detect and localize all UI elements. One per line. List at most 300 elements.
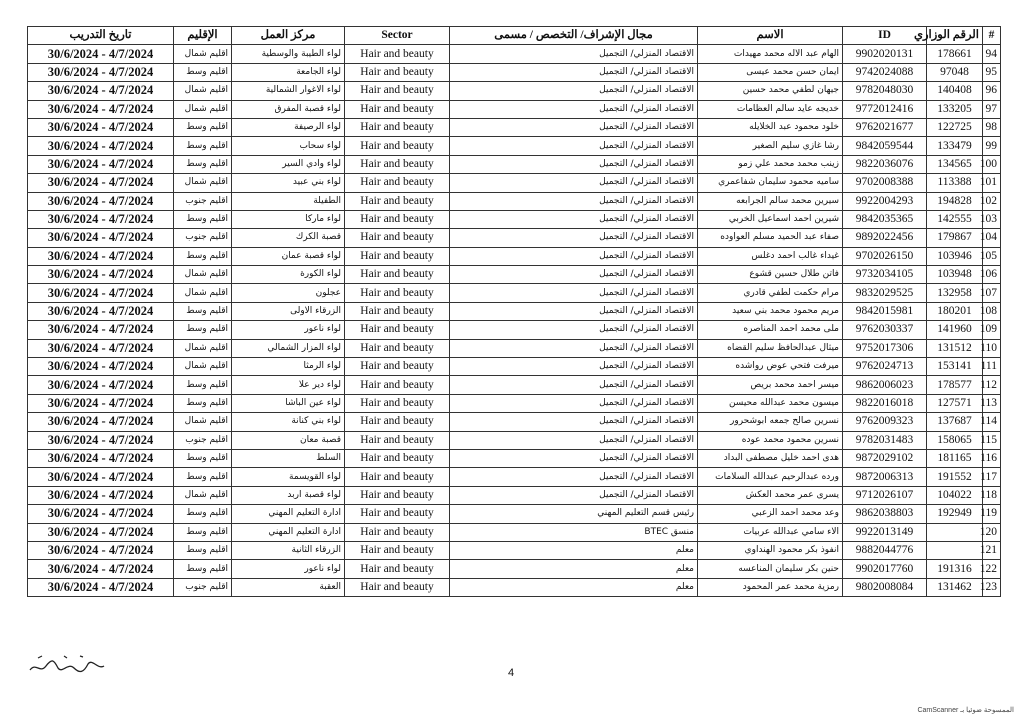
cell-field: الاقتصاد المنزلي/ التجميل [450,174,698,192]
cell-ministry-number: 194828 [927,192,983,210]
cell-id: 9762021677 [843,118,927,136]
cell-sector: Hair and beauty [345,284,450,302]
cell-name: جيهان لطفي محمد حسين [698,82,843,100]
cell-field: الاقتصاد المنزلي/ التجميل [450,100,698,118]
cell-id: 9862006023 [843,376,927,394]
cell-workplace: لواء سحاب [232,137,345,155]
cell-field: معلم [450,541,698,559]
cell-field: منسق BTEC [450,523,698,541]
table-row [28,63,1001,81]
cell-index: 95 [983,63,1001,81]
cell-region: اقليم شمال [174,100,232,118]
cell-training-date: 30/6/2024 - 4/7/2024 [28,449,174,467]
table-row [28,449,1001,467]
table-row [28,137,1001,155]
cell-sector: Hair and beauty [345,431,450,449]
cell-sector: Hair and beauty [345,505,450,523]
cell-training-date: 30/6/2024 - 4/7/2024 [28,192,174,210]
cell-workplace: لواء دير علا [232,376,345,394]
cell-index: 112 [983,376,1001,394]
table-row [28,118,1001,136]
cell-name: ورده عبدالرحيم عبدالله السلامات [698,468,843,486]
cell-id: 9902020131 [843,45,927,63]
cell-workplace: لواء الرمثا [232,358,345,376]
cell-sector: Hair and beauty [345,339,450,357]
cell-training-date: 30/6/2024 - 4/7/2024 [28,560,174,578]
cell-sector: Hair and beauty [345,45,450,63]
cell-training-date: 30/6/2024 - 4/7/2024 [28,394,174,412]
cell-name: نسرين صالح جمعه ابوشحرور [698,413,843,431]
table-row [28,413,1001,431]
cell-region: اقليم وسط [174,321,232,339]
cell-region: اقليم شمال [174,486,232,504]
cell-workplace: قصبة الكرك [232,229,345,247]
cell-region: اقليم وسط [174,137,232,155]
cell-workplace: لواء عين الباشا [232,394,345,412]
cell-training-date: 30/6/2024 - 4/7/2024 [28,174,174,192]
table-header-row [28,27,1001,45]
cell-name: حنين بكر سليمان المناعسه [698,560,843,578]
cell-index: 108 [983,302,1001,320]
cell-index: 101 [983,174,1001,192]
cell-index: 123 [983,578,1001,596]
cell-workplace: لواء الكورة [232,266,345,284]
cell-id: 9842015981 [843,302,927,320]
cell-ministry-number: 113388 [927,174,983,192]
cell-workplace: لواء الجامعة [232,63,345,81]
cell-ministry-number: 178577 [927,376,983,394]
cell-sector: Hair and beauty [345,541,450,559]
table-row [28,302,1001,320]
table-row [28,358,1001,376]
cell-field: الاقتصاد المنزلي/ التجميل [450,266,698,284]
cell-region: اقليم وسط [174,523,232,541]
cell-region: اقليم جنوب [174,578,232,596]
table-row [28,578,1001,596]
cell-field: الاقتصاد المنزلي/ التجميل [450,284,698,302]
cell-region: اقليم جنوب [174,431,232,449]
cell-training-date: 30/6/2024 - 4/7/2024 [28,413,174,431]
cell-ministry-number: 132958 [927,284,983,302]
cell-index: 97 [983,100,1001,118]
cell-ministry-number: 127571 [927,394,983,412]
cell-id: 9872029102 [843,449,927,467]
table-row [28,192,1001,210]
cell-field: الاقتصاد المنزلي/ التجميل [450,468,698,486]
cell-name: مريم محمود محمد بني سعيد [698,302,843,320]
cell-id: 9772012416 [843,100,927,118]
cell-id: 9762009323 [843,413,927,431]
cell-region: اقليم وسط [174,468,232,486]
cell-index: 104 [983,229,1001,247]
table-row [28,541,1001,559]
cell-name: مرام حكمت لطفي قادري [698,284,843,302]
cell-workplace: لواء ناعور [232,321,345,339]
cell-sector: Hair and beauty [345,578,450,596]
cell-field: الاقتصاد المنزلي/ التجميل [450,302,698,320]
cell-region: اقليم شمال [174,284,232,302]
cell-index: 122 [983,560,1001,578]
cell-ministry-number: 142555 [927,210,983,228]
cell-index: 94 [983,45,1001,63]
cell-training-date: 30/6/2024 - 4/7/2024 [28,358,174,376]
cell-id: 9882044776 [843,541,927,559]
cell-workplace: العقبة [232,578,345,596]
cell-name: رمزية محمد عمر المحمود [698,578,843,596]
cell-id: 9752017306 [843,339,927,357]
cell-ministry-number: 179867 [927,229,983,247]
table-row [28,321,1001,339]
cell-field: معلم [450,578,698,596]
cell-training-date: 30/6/2024 - 4/7/2024 [28,82,174,100]
cell-index: 100 [983,155,1001,173]
table-row [28,174,1001,192]
cell-sector: Hair and beauty [345,210,450,228]
cell-name: غيداء غالب احمد دغلس [698,247,843,265]
cell-ministry-number: 131462 [927,578,983,596]
cell-sector: Hair and beauty [345,358,450,376]
cell-ministry-number: 137687 [927,413,983,431]
cell-training-date: 30/6/2024 - 4/7/2024 [28,339,174,357]
trainees-table [27,26,1001,597]
header-index: # [983,27,1001,45]
cell-sector: Hair and beauty [345,449,450,467]
table-row [28,486,1001,504]
cell-field: الاقتصاد المنزلي/ التجميل [450,394,698,412]
cell-field: الاقتصاد المنزلي/ التجميل [450,192,698,210]
cell-index: 119 [983,505,1001,523]
cell-ministry-number: 133479 [927,137,983,155]
cell-training-date: 30/6/2024 - 4/7/2024 [28,486,174,504]
cell-sector: Hair and beauty [345,155,450,173]
cell-field: الاقتصاد المنزلي/ التجميل [450,486,698,504]
table-row [28,394,1001,412]
cell-ministry-number: 140408 [927,82,983,100]
cell-sector: Hair and beauty [345,376,450,394]
cell-training-date: 30/6/2024 - 4/7/2024 [28,100,174,118]
cell-workplace: لواء قصبة المفرق [232,100,345,118]
cell-region: اقليم وسط [174,155,232,173]
cell-ministry-number: 192949 [927,505,983,523]
cell-index: 115 [983,431,1001,449]
cell-field: الاقتصاد المنزلي/ التجميل [450,449,698,467]
cell-sector: Hair and beauty [345,302,450,320]
cell-field: الاقتصاد المنزلي/ التجميل [450,376,698,394]
cell-ministry-number: 97048 [927,63,983,81]
header-id: ID [843,27,927,45]
cell-name: ميثال عبدالحافظ سليم القضاه [698,339,843,357]
cell-sector: Hair and beauty [345,468,450,486]
cell-field: الاقتصاد المنزلي/ التجميل [450,118,698,136]
cell-workplace: الزرقاء الثانية [232,541,345,559]
cell-region: اقليم وسط [174,541,232,559]
cell-training-date: 30/6/2024 - 4/7/2024 [28,45,174,63]
cell-index: 121 [983,541,1001,559]
cell-ministry-number: 141960 [927,321,983,339]
table-row [28,431,1001,449]
cell-training-date: 30/6/2024 - 4/7/2024 [28,302,174,320]
cell-training-date: 30/6/2024 - 4/7/2024 [28,210,174,228]
cell-name: الهام عبد الاله محمد مهيدات [698,45,843,63]
cell-sector: Hair and beauty [345,174,450,192]
scanner-watermark: الممسوحة ضوئيا بـ CamScanner [917,707,1014,714]
cell-ministry-number: 131512 [927,339,983,357]
cell-sector: Hair and beauty [345,413,450,431]
cell-region: اقليم وسط [174,505,232,523]
cell-name: ملى محمد احمد المناصره [698,321,843,339]
cell-index: 111 [983,358,1001,376]
cell-sector: Hair and beauty [345,229,450,247]
cell-name: نسرين محمود محمد عوده [698,431,843,449]
cell-workplace: لواء القويسمة [232,468,345,486]
header-sector: Sector [345,27,450,45]
cell-ministry-number [927,523,983,541]
cell-region: اقليم وسط [174,118,232,136]
table-row [28,155,1001,173]
cell-ministry-number: 153141 [927,358,983,376]
cell-index: 103 [983,210,1001,228]
cell-sector: Hair and beauty [345,394,450,412]
cell-field: الاقتصاد المنزلي/ التجميل [450,63,698,81]
cell-sector: Hair and beauty [345,560,450,578]
cell-ministry-number: 122725 [927,118,983,136]
cell-index: 107 [983,284,1001,302]
cell-ministry-number: 191552 [927,468,983,486]
cell-index: 114 [983,413,1001,431]
cell-index: 117 [983,468,1001,486]
cell-id: 9832029525 [843,284,927,302]
cell-id: 9802008084 [843,578,927,596]
cell-region: اقليم وسط [174,63,232,81]
cell-ministry-number: 178661 [927,45,983,63]
cell-workplace: لواء قصبة اربد [232,486,345,504]
cell-name: صفاء عبد الحميد مسلم العواوده [698,229,843,247]
cell-id: 9712026107 [843,486,927,504]
cell-region: اقليم جنوب [174,229,232,247]
cell-region: اقليم شمال [174,339,232,357]
cell-region: اقليم جنوب [174,192,232,210]
table-row [28,45,1001,63]
cell-id: 9822036076 [843,155,927,173]
cell-id: 9872006313 [843,468,927,486]
cell-field: الاقتصاد المنزلي/ التجميل [450,82,698,100]
table-row [28,339,1001,357]
cell-name: وعد محمد احمد الزعبي [698,505,843,523]
header-field: مجال الإشراف/ التخصص / مسمى [450,27,698,45]
table-row [28,210,1001,228]
cell-field: رئيس قسم التعليم المهني [450,505,698,523]
cell-workplace: ادارة التعليم المهني [232,523,345,541]
table-row [28,523,1001,541]
cell-id: 9702008388 [843,174,927,192]
signature [28,650,106,680]
cell-index: 110 [983,339,1001,357]
cell-training-date: 30/6/2024 - 4/7/2024 [28,431,174,449]
cell-field: الاقتصاد المنزلي/ التجميل [450,431,698,449]
cell-ministry-number: 134565 [927,155,983,173]
page-number: 4 [508,667,515,679]
cell-sector: Hair and beauty [345,266,450,284]
cell-id: 9862038803 [843,505,927,523]
cell-sector: Hair and beauty [345,523,450,541]
cell-id: 9892022456 [843,229,927,247]
cell-field: الاقتصاد المنزلي/ التجميل [450,229,698,247]
cell-id: 9742024088 [843,63,927,81]
header-workplace: مركز العمل [232,27,345,45]
cell-ministry-number: 158065 [927,431,983,449]
cell-sector: Hair and beauty [345,82,450,100]
table-row [28,468,1001,486]
cell-training-date: 30/6/2024 - 4/7/2024 [28,266,174,284]
cell-region: اقليم شمال [174,266,232,284]
cell-workplace: لواء الطيبة والوسطية [232,45,345,63]
cell-name: خديجه عايد سالم العظامات [698,100,843,118]
cell-workplace: لواء الاغوار الشمالية [232,82,345,100]
cell-sector: Hair and beauty [345,100,450,118]
cell-workplace: ادارة التعليم المهني [232,505,345,523]
cell-workplace: عجلون [232,284,345,302]
cell-name: هدى احمد خليل مصطفى البداد [698,449,843,467]
cell-sector: Hair and beauty [345,192,450,210]
cell-id: 9902017760 [843,560,927,578]
cell-id: 9782031483 [843,431,927,449]
cell-region: اقليم شمال [174,413,232,431]
cell-sector: Hair and beauty [345,63,450,81]
cell-region: اقليم شمال [174,358,232,376]
cell-field: الاقتصاد المنزلي/ التجميل [450,210,698,228]
cell-id: 9922004293 [843,192,927,210]
cell-name: خلود محمود عبد الخلايله [698,118,843,136]
cell-index: 116 [983,449,1001,467]
cell-id: 9762024713 [843,358,927,376]
cell-training-date: 30/6/2024 - 4/7/2024 [28,523,174,541]
cell-index: 99 [983,137,1001,155]
cell-training-date: 30/6/2024 - 4/7/2024 [28,468,174,486]
cell-sector: Hair and beauty [345,137,450,155]
cell-index: 120 [983,523,1001,541]
cell-sector: Hair and beauty [345,321,450,339]
cell-field: الاقتصاد المنزلي/ التجميل [450,321,698,339]
cell-name: رشا غازي سليم الصغير [698,137,843,155]
cell-field: الاقتصاد المنزلي/ التجميل [450,45,698,63]
cell-name: ساميه محمود سليمان شفاعمري [698,174,843,192]
cell-name: فاتن طلال حسين قشوع [698,266,843,284]
table-row [28,284,1001,302]
cell-training-date: 30/6/2024 - 4/7/2024 [28,578,174,596]
cell-workplace: قصبة معان [232,431,345,449]
cell-workplace: لواء قصبة عمان [232,247,345,265]
cell-field: الاقتصاد المنزلي/ التجميل [450,413,698,431]
cell-id: 9782048030 [843,82,927,100]
cell-training-date: 30/6/2024 - 4/7/2024 [28,155,174,173]
cell-workplace: لواء بني كنانة [232,413,345,431]
table-row [28,247,1001,265]
cell-workplace: لواء وادي السير [232,155,345,173]
cell-field: معلم [450,560,698,578]
cell-ministry-number: 133205 [927,100,983,118]
cell-name: زينب محمد محمد علي زمو [698,155,843,173]
cell-id: 9842035365 [843,210,927,228]
cell-sector: Hair and beauty [345,118,450,136]
cell-field: الاقتصاد المنزلي/ التجميل [450,247,698,265]
cell-training-date: 30/6/2024 - 4/7/2024 [28,541,174,559]
cell-name: انفوذ بكر محمود الهنداوي [698,541,843,559]
cell-region: اقليم وسط [174,210,232,228]
cell-workplace: الزرقاء الاولى [232,302,345,320]
cell-training-date: 30/6/2024 - 4/7/2024 [28,505,174,523]
table-row [28,560,1001,578]
cell-id: 9762030337 [843,321,927,339]
cell-name: ميرفت فتحي عوض رواشده [698,358,843,376]
cell-name: ميسون محمد عبدالله محيسن [698,394,843,412]
cell-id: 9732034105 [843,266,927,284]
cell-training-date: 30/6/2024 - 4/7/2024 [28,376,174,394]
table-row [28,266,1001,284]
cell-region: اقليم وسط [174,560,232,578]
cell-sector: Hair and beauty [345,247,450,265]
cell-name: الاء سامي عبدالله عربيات [698,523,843,541]
cell-id: 9702026150 [843,247,927,265]
cell-workplace: لواء الرصيفة [232,118,345,136]
cell-region: اقليم شمال [174,82,232,100]
cell-workplace: لواء ماركا [232,210,345,228]
cell-ministry-number: 181165 [927,449,983,467]
cell-index: 102 [983,192,1001,210]
table-row [28,376,1001,394]
cell-name: سيرين محمد سالم الجرابعه [698,192,843,210]
cell-index: 109 [983,321,1001,339]
cell-index: 118 [983,486,1001,504]
cell-region: اقليم وسط [174,449,232,467]
cell-training-date: 30/6/2024 - 4/7/2024 [28,118,174,136]
cell-ministry-number: 104022 [927,486,983,504]
cell-id: 9842059544 [843,137,927,155]
cell-name: يسرى عمر محمد العكش [698,486,843,504]
cell-region: اقليم وسط [174,376,232,394]
cell-workplace: لواء ناعور [232,560,345,578]
cell-name: ايمان حسن محمد عيسى [698,63,843,81]
cell-workplace: السلط [232,449,345,467]
cell-region: اقليم وسط [174,247,232,265]
cell-training-date: 30/6/2024 - 4/7/2024 [28,284,174,302]
cell-region: اقليم شمال [174,174,232,192]
cell-index: 105 [983,247,1001,265]
header-training-date: تاريخ التدريب [28,27,174,45]
table-row [28,82,1001,100]
table-row [28,100,1001,118]
cell-name: ميسر احمد محمد بريص [698,376,843,394]
cell-training-date: 30/6/2024 - 4/7/2024 [28,247,174,265]
cell-field: الاقتصاد المنزلي/ التجميل [450,137,698,155]
cell-ministry-number: 103946 [927,247,983,265]
cell-region: اقليم وسط [174,302,232,320]
cell-index: 113 [983,394,1001,412]
cell-ministry-number [927,541,983,559]
header-region: الإقليم [174,27,232,45]
cell-index: 96 [983,82,1001,100]
cell-field: الاقتصاد المنزلي/ التجميل [450,155,698,173]
cell-training-date: 30/6/2024 - 4/7/2024 [28,63,174,81]
cell-index: 98 [983,118,1001,136]
header-name: الاسم [698,27,843,45]
cell-workplace: الطفيلة [232,192,345,210]
cell-field: الاقتصاد المنزلي/ التجميل [450,358,698,376]
cell-ministry-number: 103948 [927,266,983,284]
cell-name: شيرين احمد اسماعيل الخربي [698,210,843,228]
cell-region: اقليم وسط [174,394,232,412]
cell-workplace: لواء بني عبيد [232,174,345,192]
cell-sector: Hair and beauty [345,486,450,504]
